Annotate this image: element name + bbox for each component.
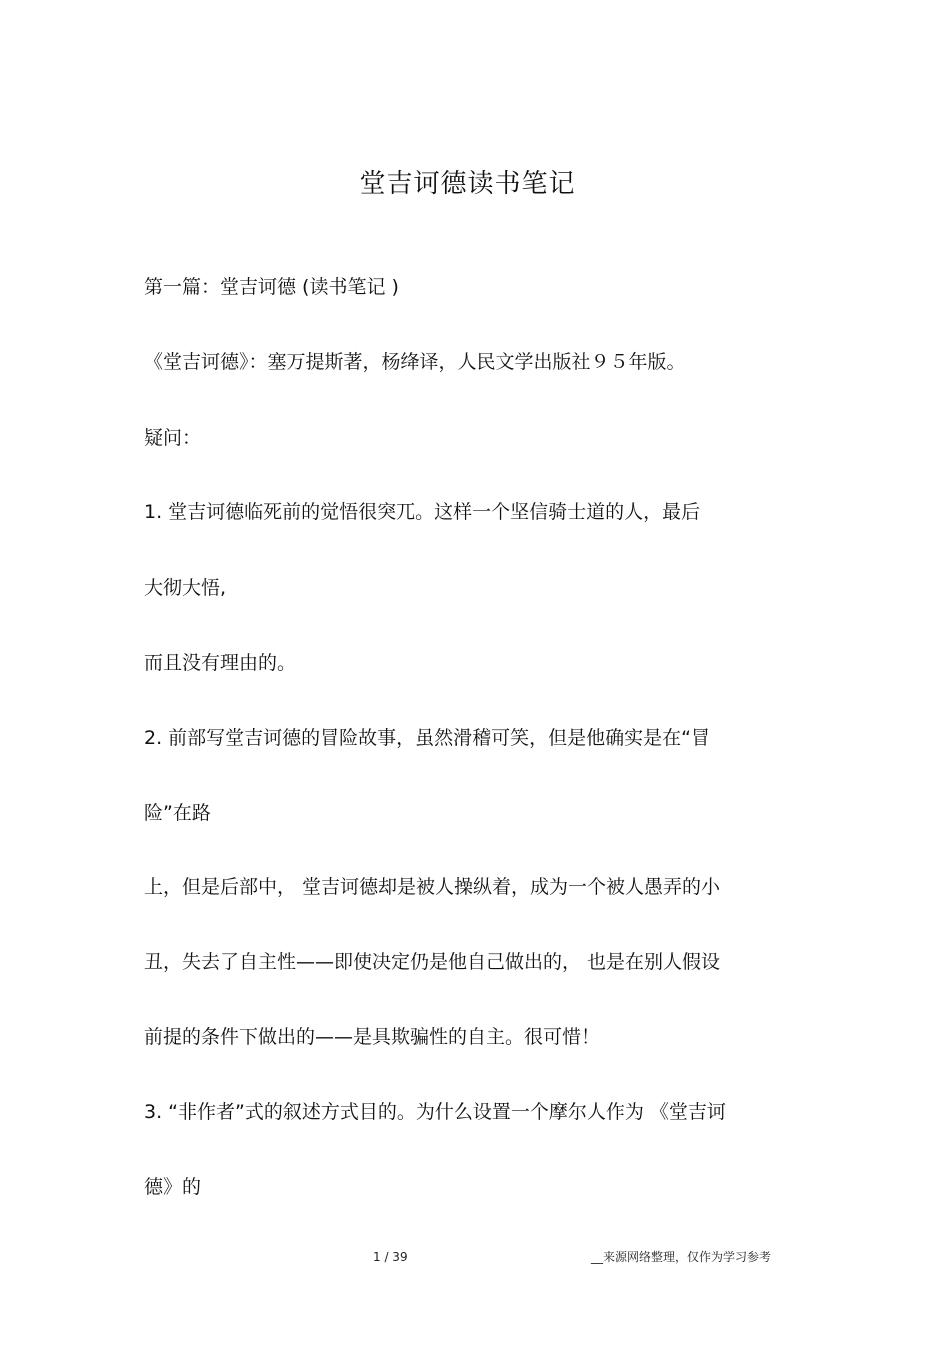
text-line: 大彻大悟, bbox=[144, 577, 227, 599]
text-line-questions-heading: 疑问： bbox=[144, 427, 202, 449]
text-line: 丑，失去了自主性——即使决定仍是他自己做出的， 也是在别人假设 bbox=[144, 951, 721, 973]
text-line-chapter-heading: 第一篇：堂吉诃德 (读书笔记 ) bbox=[144, 276, 399, 298]
text-line: 前提的条件下做出的——是具欺骗性的自主。很可惜！ bbox=[144, 1026, 601, 1048]
text-line: 德》的 bbox=[144, 1176, 202, 1198]
text-line-citation: 《堂吉诃德》：塞万提斯著，杨绛译，人民文学出版社９５年版。 bbox=[144, 351, 686, 373]
text-line: 2. 前部写堂吉诃德的冒险故事，虽然滑稽可笑，但是他确实是在“冒 bbox=[144, 727, 711, 749]
text-line: 1. 堂吉诃德临死前的觉悟很突兀。这样一个坚信骑士道的人，最后 bbox=[144, 501, 701, 523]
page-number: 1 / 39 bbox=[373, 1250, 408, 1264]
document-title: 堂吉诃德读书笔记 bbox=[359, 169, 576, 199]
text-line: 而且没有理由的。 bbox=[144, 652, 297, 674]
text-line: 险”在路 bbox=[144, 802, 211, 824]
text-line: 3. “非作者”式的叙述方式目的。为什么设置一个摩尔人作为 《堂吉诃 bbox=[144, 1101, 726, 1123]
source-note: __来源网络整理，仅作为学习参考 bbox=[591, 1250, 772, 1264]
text-line: 上，但是后部中， 堂吉诃德却是被人操纵着，成为一个被人愚弄的小 bbox=[144, 876, 721, 898]
